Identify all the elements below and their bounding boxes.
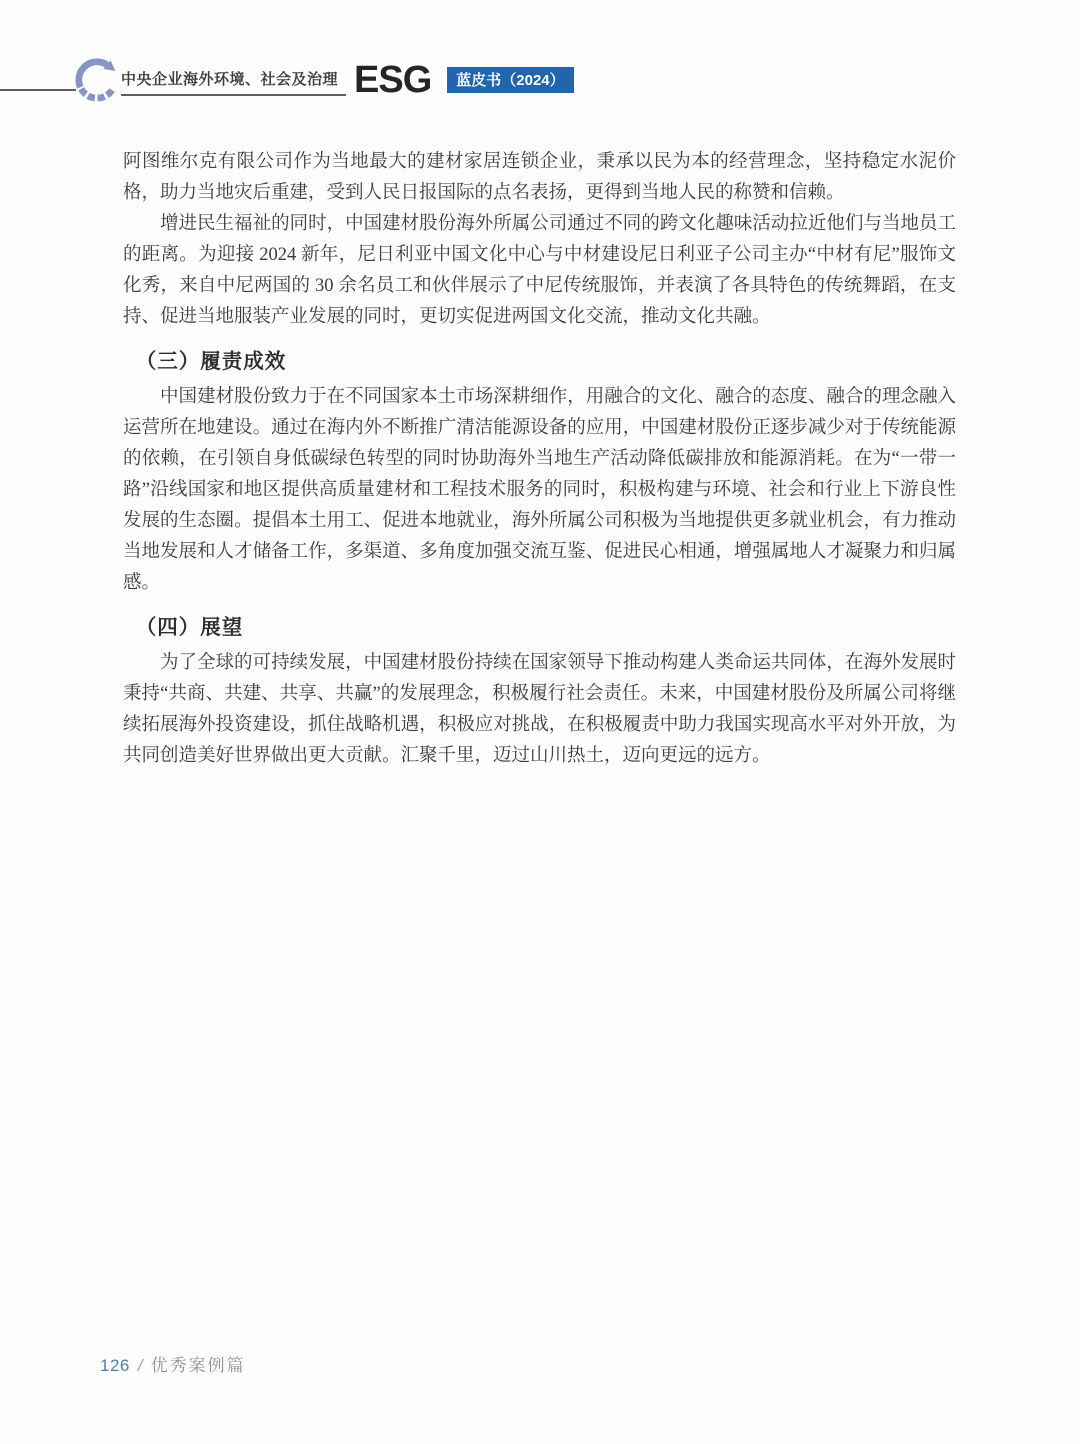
page-footer <box>100 1351 246 1376</box>
content-blocks <box>123 147 956 772</box>
header-left-rule <box>0 89 76 91</box>
edition-badge: 蓝皮书（2024） <box>447 67 573 93</box>
page-number: 126 <box>100 1356 130 1375</box>
footer-section-title: 优秀案例篇 <box>150 1356 246 1375</box>
footer-separator: / <box>137 1356 143 1375</box>
series-title: 中央企业海外环境、社会及治理 <box>121 68 346 96</box>
body-paragraph: 中国建材股份致力于在不同国家本土市场深耕细作，用融合的文化、融合的态度、融合的理念融入运营所在地建设。通过在海内外不断推广清洁能源设备的应用，中国建材股份正逐步减少对于传统能源的依赖，在引领自身低碳绿色转型的同时协助海外当地生产活动降低碳排放和能源消耗。在为“一带一路”沿线国家和地区提供高质量建材和工程技术服务的同时，积极构建与环境、社会和行业上下游良性发展的生态圈。提倡本土用工、促进本地就业，海外所属公司积极为当地提供更多就业机会，有力推动当地发展和人才储备工作，多渠道、多角度加强交流互鉴、促进民心相通，增强属地人才凝聚力和归属感。 <box>123 387 956 593</box>
header-title-row <box>121 56 574 101</box>
circular-arrow-logo-icon <box>74 50 120 108</box>
body-paragraph: 为了全球的可持续发展，中国建材股份持续在国家领导下推动构建人类命运共同体，在海外发展时秉持“共商、共建、共享、共赢”的发展理念，积极履行社会责任。未来，中国建材股份及所属公司将继续拓展海外投资建设，抓住战略机遇，积极应对挑战，在积极履责中助力我国实现高水平对外开放，为共同创造美好世界做出更大贡献。汇聚千里，迈过山川热土，迈向更远的远方。 <box>123 653 956 766</box>
section-heading: （四）展望 <box>135 617 244 639</box>
section-heading: （三）履责成效 <box>135 351 287 373</box>
body-paragraph: 增进民生福祉的同时，中国建材股份海外所属公司通过不同的跨文化趣味活动拉近他们与当地员工的距离。为迎接 2024 新年，尼日利亚中国文化中心与中材建设尼日利亚子公司主办“中材有尼”服饰文化秀，来自中尼两国的 30 余名员工和伙伴展示了中尼传统服饰，并表演了各具特色的传统舞蹈，在支持、促进当地服装产业发展的同时，更切实促进两国文化交流，推动文化共融。 <box>123 214 956 327</box>
body-paragraph: 阿图维尔克有限公司作为当地最大的建材家居连锁企业，秉承以民为本的经营理念，坚持稳定水泥价格，助力当地灾后重建，受到人民日报国际的点名表扬，更得到当地人民的称赞和信赖。 <box>123 152 956 203</box>
esg-label: ESG <box>354 58 432 101</box>
